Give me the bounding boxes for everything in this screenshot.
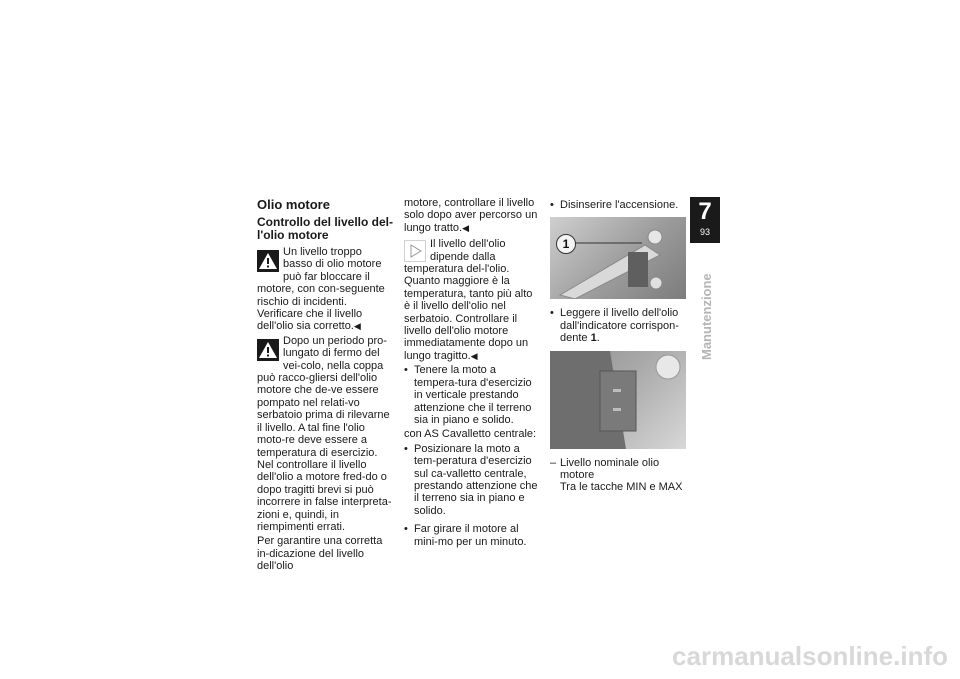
bullet-list bbox=[404, 443, 540, 548]
warning-block-2 bbox=[257, 335, 393, 534]
nominal-level-label: Livello nominale olio motore bbox=[560, 456, 660, 482]
column-3 bbox=[550, 197, 690, 494]
dash-list-item bbox=[550, 457, 690, 494]
list-item: • Disinserire l'accensione. bbox=[550, 199, 679, 211]
note-text: Il livello dell'olio dipende dalla temperatura del-l'olio. Quanto maggiore è la temperatura, tanto più alto è il livello dell'olio nel serbatoio. Controllare il livello dell'olio motore immediatamente dopo un lungo tragitto. bbox=[404, 238, 533, 362]
page-number: 93 bbox=[699, 227, 710, 237]
subsection-title: Controllo del livello del-l'olio motore bbox=[257, 215, 394, 242]
body-paragraph: Per garantire una corretta in-dicazione del livello dell'olio bbox=[257, 535, 383, 573]
dash-icon: – bbox=[550, 456, 557, 469]
bullet-icon: • bbox=[550, 307, 554, 320]
oil-indicator-photo bbox=[550, 217, 686, 299]
section-label: Manutenzione bbox=[699, 273, 714, 360]
warning-triangle-icon bbox=[257, 250, 279, 272]
oil-level-marks-photo bbox=[550, 351, 686, 449]
bullet-icon: • bbox=[404, 364, 408, 377]
warning-block-1 bbox=[257, 246, 393, 333]
bullet-icon: • bbox=[404, 442, 408, 455]
indicator-reference: 1 bbox=[590, 332, 597, 345]
list-item: • Far girare il motore al mini-mo per un minuto. bbox=[404, 523, 527, 548]
column-2 bbox=[404, 197, 540, 554]
list-item: • Tenere la moto a tempera-tura d'esercizio in verticale prestando attenzione che il terreno sia in piano e solido. bbox=[404, 364, 532, 426]
list-item: • Leggere il livello dell'olio dall'indicatore corrispon-dente 1. bbox=[550, 307, 679, 345]
warning-text-1: Un livello troppo basso di olio motore può far bloccare il motore, con con-seguente rischio di incidenti. Verificare che il livello dell'olio sia corretto. bbox=[257, 246, 385, 333]
note-play-icon bbox=[404, 240, 426, 262]
bullet-list bbox=[404, 364, 540, 426]
end-mark-icon: ◀ bbox=[470, 350, 478, 361]
nominal-level-value: Tra le tacche MIN e MAX bbox=[560, 481, 683, 494]
bullet-list bbox=[550, 307, 690, 344]
end-mark-icon: ◀ bbox=[353, 321, 361, 332]
bullet-icon: • bbox=[404, 523, 408, 536]
warning-text-2: Dopo un periodo pro-lungato di fermo del vei-colo, nella coppa può racco-gliersi dell'olio motore che de-ve essere pompato nel relati-vo serbatoio prima di rilevarne il livello. A tal fine l'olio moto-re deve essere a temperatura di esercizio. Nel controllare il livello dell'olio a motore fred-do o dopo tragitti brevi si può incorrere in false interpreta-zioni e, quindi, in riempimenti errati. bbox=[257, 334, 392, 533]
note-block bbox=[404, 238, 540, 362]
end-mark-icon: ◀ bbox=[462, 222, 470, 233]
list-item: • Posizionare la moto a tem-peratura d'esercizio sul ca-valletto centrale, prestando attenzione che il terreno sia in piano e solido. bbox=[404, 442, 538, 517]
column-1 bbox=[257, 197, 393, 573]
bullet-list bbox=[550, 199, 690, 211]
chapter-tab bbox=[690, 197, 720, 243]
figure-callout: 1 bbox=[556, 234, 576, 254]
stand-heading: con AS Cavalletto centrale: bbox=[404, 428, 537, 441]
watermark: carmanualsonline.info bbox=[672, 641, 948, 671]
warning-triangle-icon bbox=[257, 339, 279, 361]
continuation-text: motore, controllare il livello solo dopo aver percorso un lungo tratto. bbox=[404, 197, 538, 234]
bullet-icon: • bbox=[550, 199, 554, 211]
chapter-number: 7 bbox=[698, 198, 712, 225]
section-title: Olio motore bbox=[257, 197, 330, 212]
